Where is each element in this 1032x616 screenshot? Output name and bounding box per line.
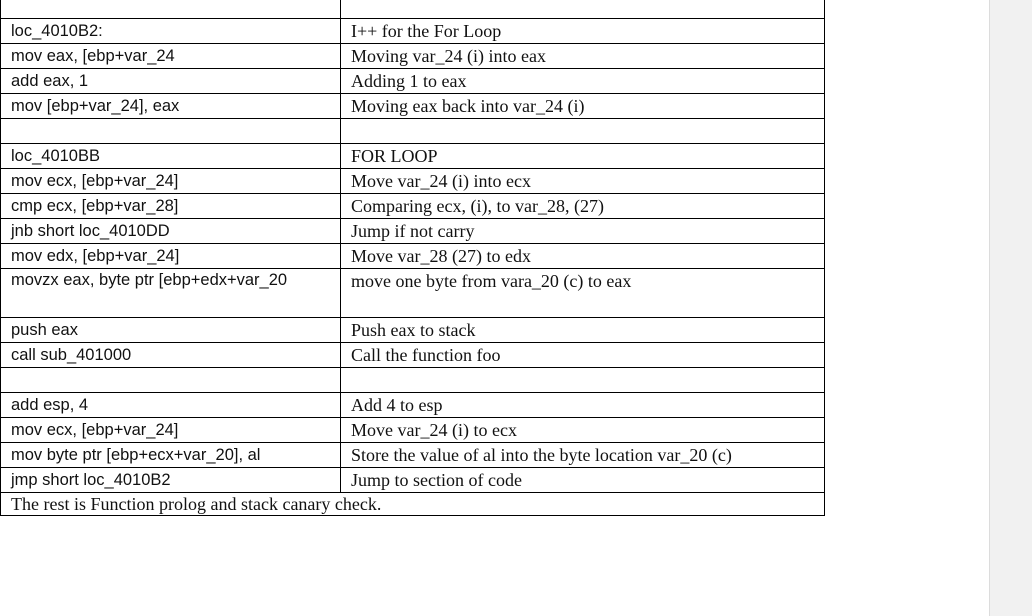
- code-cell[interactable]: add esp, 4: [1, 393, 341, 418]
- footer-note-cell[interactable]: The rest is Function prolog and stack canary check.: [1, 493, 825, 516]
- table-row: [1, 318, 825, 343]
- table-row: [1, 493, 825, 516]
- table-row: [1, 418, 825, 443]
- table-row: [1, 269, 825, 318]
- table-row: [1, 44, 825, 69]
- table-row: [1, 69, 825, 94]
- code-cell[interactable]: [1, 368, 341, 393]
- code-cell[interactable]: jmp short loc_4010B2: [1, 468, 341, 493]
- description-cell[interactable]: [341, 119, 825, 144]
- code-cell[interactable]: jnb short loc_4010DD: [1, 219, 341, 244]
- table-row: [1, 443, 825, 468]
- code-cell[interactable]: push eax: [1, 318, 341, 343]
- code-cell[interactable]: mov byte ptr [ebp+ecx+var_20], al: [1, 443, 341, 468]
- code-cell[interactable]: mov [ebp+var_24], eax: [1, 94, 341, 119]
- table-row: [1, 194, 825, 219]
- description-cell[interactable]: Store the value of al into the byte location var_20 (c): [341, 443, 825, 468]
- table-row: [1, 368, 825, 393]
- code-cell[interactable]: [1, 119, 341, 144]
- description-cell[interactable]: Add 4 to esp: [341, 393, 825, 418]
- code-cell[interactable]: mov eax, [ebp+var_24: [1, 44, 341, 69]
- description-cell[interactable]: Move var_24 (i) into ecx: [341, 169, 825, 194]
- table-row: [1, 343, 825, 368]
- description-cell[interactable]: Moving eax back into var_24 (i): [341, 94, 825, 119]
- description-cell[interactable]: Adding 1 to eax: [341, 69, 825, 94]
- table-row: [1, 19, 825, 44]
- table-row: [1, 0, 825, 19]
- description-cell[interactable]: Call the function foo: [341, 343, 825, 368]
- description-cell[interactable]: Comparing ecx, (i), to var_28, (27): [341, 194, 825, 219]
- description-cell[interactable]: Push eax to stack: [341, 318, 825, 343]
- code-cell[interactable]: add eax, 1: [1, 69, 341, 94]
- table-row: [1, 169, 825, 194]
- table-row: [1, 468, 825, 493]
- description-cell[interactable]: [341, 0, 825, 19]
- code-cell[interactable]: call sub_401000: [1, 343, 341, 368]
- code-cell[interactable]: [1, 0, 341, 19]
- table-row: [1, 94, 825, 119]
- description-cell[interactable]: Jump if not carry: [341, 219, 825, 244]
- code-cell[interactable]: mov edx, [ebp+var_24]: [1, 244, 341, 269]
- table-row: [1, 393, 825, 418]
- code-cell[interactable]: loc_4010BB: [1, 144, 341, 169]
- code-cell[interactable]: mov ecx, [ebp+var_24]: [1, 418, 341, 443]
- code-cell[interactable]: cmp ecx, [ebp+var_28]: [1, 194, 341, 219]
- table-row: [1, 144, 825, 169]
- right-gutter: [989, 0, 1032, 616]
- description-cell[interactable]: Moving var_24 (i) into eax: [341, 44, 825, 69]
- table-row: [1, 244, 825, 269]
- code-cell[interactable]: loc_4010B2:: [1, 19, 341, 44]
- code-cell[interactable]: mov ecx, [ebp+var_24]: [1, 169, 341, 194]
- description-cell[interactable]: FOR LOOP: [341, 144, 825, 169]
- table-row: [1, 119, 825, 144]
- description-cell[interactable]: Move var_28 (27) to edx: [341, 244, 825, 269]
- description-cell[interactable]: [341, 368, 825, 393]
- table-row: [1, 219, 825, 244]
- code-cell[interactable]: movzx eax, byte ptr [ebp+edx+var_20: [1, 269, 341, 318]
- description-cell[interactable]: I++ for the For Loop: [341, 19, 825, 44]
- description-cell[interactable]: Jump to section of code: [341, 468, 825, 493]
- description-cell[interactable]: Move var_24 (i) to ecx: [341, 418, 825, 443]
- description-cell[interactable]: move one byte from vara_20 (c) to eax: [341, 269, 825, 318]
